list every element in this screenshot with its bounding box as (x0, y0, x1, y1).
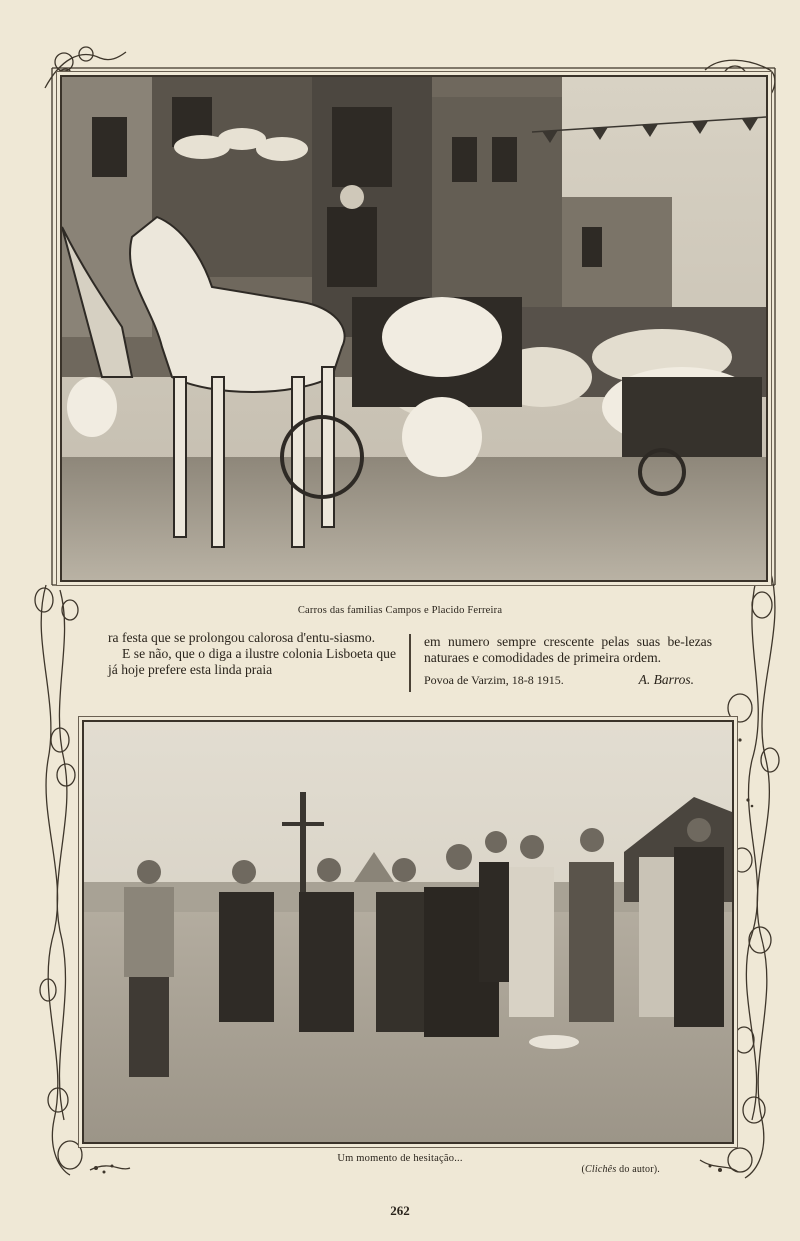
paragraph: E se não, que o diga a ilustre colonia Lisboeta que já hoje prefere esta linda praia (108, 646, 396, 677)
photo-credit (581, 1164, 660, 1175)
paragraph: ra festa que se prolongou calorosa d'entu-siasmo. (108, 630, 376, 645)
caption-top-photo: Carros das familias Campos e Placido Ferreira (297, 605, 503, 616)
credit-close: do autor). (616, 1164, 660, 1175)
paragraph: em numero sempre crescente pelas suas be-lezas naturaes e comodidades de primeira ordem. (424, 634, 712, 665)
photo-flower-carriages (60, 75, 768, 582)
credit-open: ( (581, 1164, 586, 1175)
signature-line (424, 672, 712, 688)
credit-italic: Clichês (585, 1164, 617, 1175)
beach-group-image (84, 722, 732, 1142)
carriage-parade-image (62, 77, 766, 580)
article-column-left (108, 630, 396, 678)
caption-bottom-photo: Um momento de hesitação... (337, 1153, 463, 1164)
page-number: 262 (390, 1203, 410, 1218)
article-column-right (424, 634, 712, 688)
column-divider (409, 634, 412, 692)
dateline: Povoa de Varzim, 18-8 1915. (424, 673, 564, 687)
author-name: A. Barros. (638, 672, 694, 687)
photo-beach-bathers (82, 720, 734, 1144)
